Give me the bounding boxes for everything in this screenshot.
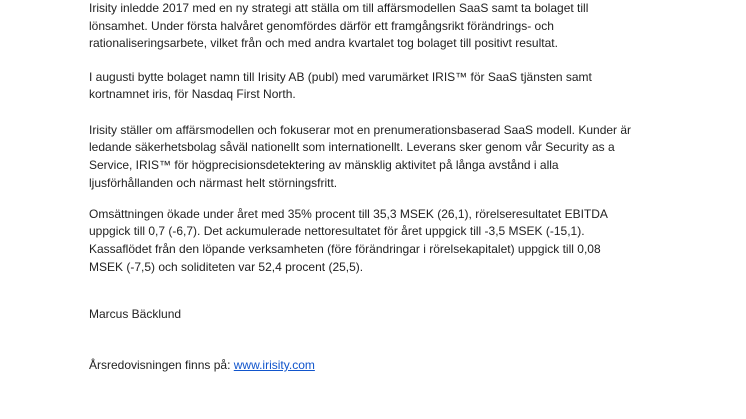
- annual-report-text: [89, 357, 689, 375]
- text-line: Kassaflödet från den löpande verksamheten (före förändringar i rörelsekapitalet) uppgick till 0,08: [89, 241, 601, 256]
- annual-report-line: [89, 357, 689, 375]
- annual-report-label: Årsredovisningen finns på:: [89, 358, 234, 372]
- signature-name: Marcus Bäcklund: [89, 307, 182, 321]
- website-link[interactable]: www.irisity.com: [233, 358, 315, 372]
- paragraph-name-change: [89, 69, 689, 104]
- text-line: lönsamhet. Under första halvåret genomfördes därför ett framgångsrikt förändrings- och: [89, 18, 554, 33]
- text-line: ljusförhållanden och närmast helt störningsfritt.: [89, 175, 338, 190]
- paragraph-financials: [89, 206, 689, 277]
- paragraph-business-model: [89, 122, 689, 193]
- text-line: Omsättningen ökade under året med 35% procent till 35,3 MSEK (26,1), rörelseresultatet EBITDA: [89, 206, 608, 221]
- text-line: I augusti bytte bolaget namn till Irisity AB (publ) med varumärket IRIS™ för SaaS tjänsten samt: [89, 69, 592, 84]
- text-line: MSEK (-7,5) och soliditeten var 52,4 procent (25,5).: [89, 259, 364, 274]
- text-line: uppgick till 0,7 (-6,7). Det ackumulerade nettoresultatet för året uppgick till -3,5 MSEK (-15,1).: [89, 224, 585, 239]
- text-line: rationaliseringsarbete, vilket från och med andra kvartalet tog bolaget till positivt resultat.: [89, 36, 558, 51]
- paragraph-strategy: [89, 0, 689, 53]
- text-line: kortnamnet iris, för Nasdaq First North.: [89, 87, 296, 102]
- text-line: Service, IRIS™ för högprecisionsdetektering av mänsklig aktivitet på långa avstånd i alla: [89, 157, 559, 172]
- text-line: Irisity inledde 2017 med en ny strategi att ställa om till affärsmodellen SaaS samt ta bolaget till: [89, 1, 589, 15]
- text-line: Irisity ställer om affärsmodellen och fokuserar mot en prenumerationsbaserad SaaS modell. Kunder är: [89, 122, 632, 137]
- text-line: ledande säkerhetsbolag såväl nationellt som internationellt. Leverans sker genom vår Security as a: [89, 140, 615, 155]
- signature: [89, 306, 689, 324]
